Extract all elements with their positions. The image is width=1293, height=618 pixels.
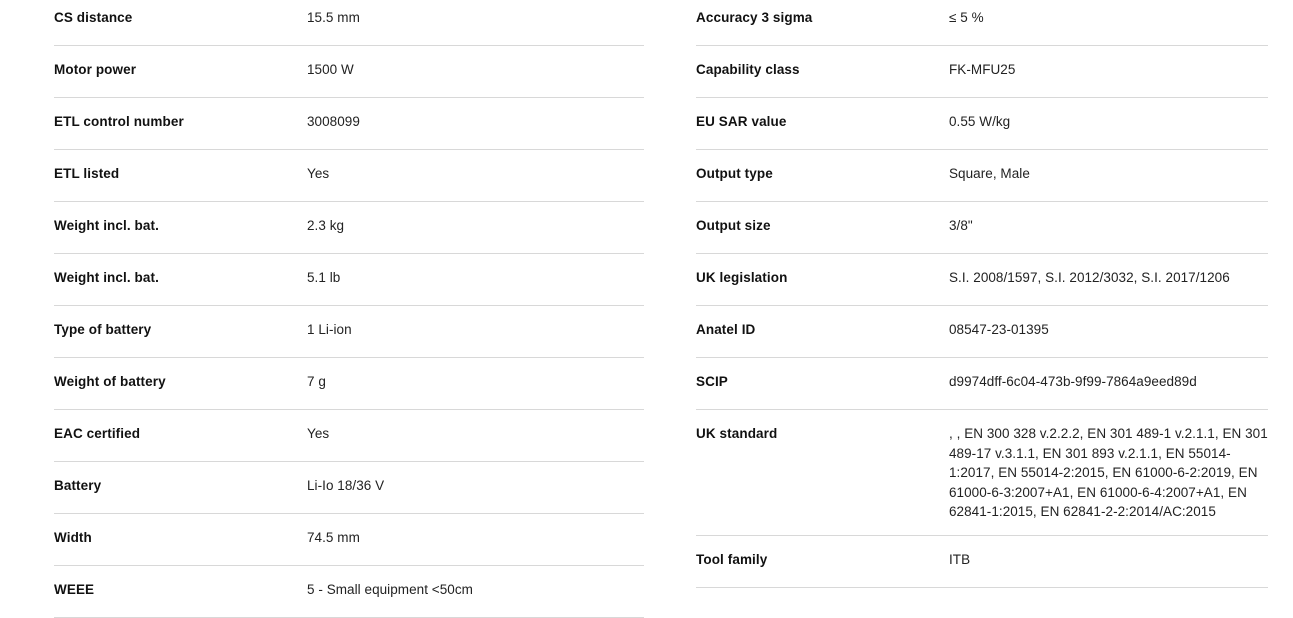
table-row (696, 46, 1268, 98)
spec-label: Weight of battery (54, 374, 166, 389)
spec-label: ETL control number (54, 114, 184, 129)
table-row (54, 0, 644, 46)
spec-label: Type of battery (54, 322, 152, 337)
table-row (54, 358, 644, 410)
table-row (54, 254, 644, 306)
table-row (696, 150, 1268, 202)
table-row (696, 358, 1268, 410)
spec-label: Battery (54, 478, 102, 493)
table-row (54, 410, 644, 462)
spec-label: ETL listed (54, 166, 120, 181)
spec-value: 74.5 mm (307, 530, 360, 545)
spec-value: 7 g (307, 374, 326, 389)
spec-label: Anatel ID (696, 322, 756, 337)
spec-label: WEEE (54, 582, 95, 597)
spec-value: 08547-23-01395 (949, 322, 1049, 337)
spec-value: FK-MFU25 (949, 62, 1016, 77)
spec-label: Width (54, 530, 92, 545)
spec-column-left (54, 0, 644, 618)
spec-value: 3008099 (307, 114, 360, 129)
table-row (696, 0, 1268, 46)
spec-value: , , EN 300 328 v.2.2.2, EN 301 489-1 v.2.1.1, EN 301 489-17 v.3.1.1, EN 301 893 v.2.1.1, EN 55014-1:2017, EN 55014-2:2015, EN 61000-6-2:2019, EN 61000-6-3:2007+A1, EN 61000-6-4:2007+A1, EN 62841-1:2015, EN 62841-2-2:2014/AC:2015 (949, 426, 1268, 520)
spec-label: Weight incl. bat. (54, 270, 159, 285)
table-row (54, 306, 644, 358)
table-row (696, 536, 1268, 588)
spec-column-right (696, 0, 1268, 618)
spec-label: Output size (696, 218, 771, 233)
spec-value: 5 - Small equipment <50cm (307, 582, 473, 597)
spec-label: UK legislation (696, 270, 788, 285)
spec-value: ITB (949, 551, 971, 567)
table-row (54, 462, 644, 514)
spec-label: EU SAR value (696, 114, 787, 129)
spec-value: 15.5 mm (307, 10, 360, 25)
table-row (54, 46, 644, 98)
table-row (54, 566, 644, 618)
spec-label: SCIP (696, 374, 728, 389)
spec-value: Li-Io 18/36 V (307, 478, 385, 493)
spec-value: 0.55 W/kg (949, 114, 1011, 129)
table-row (696, 254, 1268, 306)
spec-value: Square, Male (949, 166, 1030, 181)
spec-label: Motor power (54, 62, 137, 77)
spec-value: 1 Li-ion (307, 322, 352, 337)
table-row (696, 98, 1268, 150)
spec-value: d9974dff-6c04-473b-9f99-7864a9eed89d (949, 374, 1197, 389)
spec-value: 5.1 lb (307, 270, 341, 285)
spec-value: Yes (307, 426, 330, 441)
table-row (54, 98, 644, 150)
spec-value: 3/8" (949, 218, 973, 233)
spec-label: Accuracy 3 sigma (696, 10, 813, 25)
spec-label: EAC certified (54, 426, 141, 441)
spec-label: Output type (696, 166, 773, 181)
table-row (696, 306, 1268, 358)
spec-value: ≤ 5 % (949, 10, 984, 25)
table-row (54, 150, 644, 202)
spec-value: Yes (307, 166, 330, 181)
spec-label: UK standard (696, 426, 778, 441)
spec-value: S.I. 2008/1597, S.I. 2012/3032, S.I. 2017/1206 (949, 270, 1230, 285)
spec-value: 2.3 kg (307, 218, 345, 233)
table-row (54, 202, 644, 254)
spec-label: Capability class (696, 62, 800, 77)
table-row (54, 514, 644, 566)
spec-label: Weight incl. bat. (54, 218, 159, 233)
table-row (696, 410, 1268, 536)
table-row (696, 202, 1268, 254)
spec-label: CS distance (54, 10, 133, 25)
spec-label: Tool family (696, 551, 768, 567)
spec-value: 1500 W (307, 62, 354, 77)
